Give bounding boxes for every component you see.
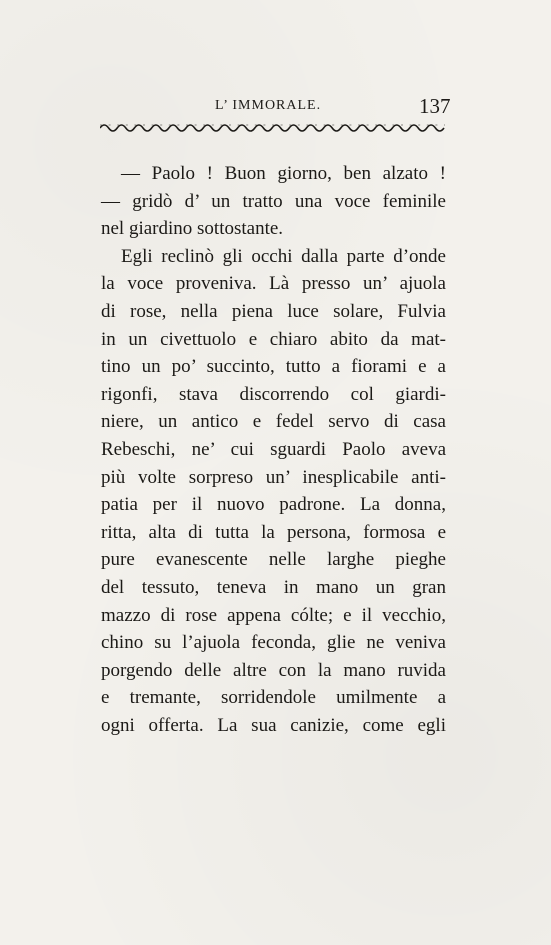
body-text — [101, 160, 446, 739]
text-line: del tessuto, teneva in mano un gran — [101, 576, 446, 598]
running-title: L’ IMMORALE. — [215, 98, 322, 113]
text-line: chino su l’ajuola feconda, glie ne veniva — [101, 632, 446, 654]
text-line: più volte sorpreso un’ inesplicabile anti- — [101, 466, 446, 488]
text-line: niere, un antico e fedel servo di casa — [101, 411, 446, 433]
running-head — [0, 94, 551, 118]
text-line: la voce proveniva. Là presso un’ ajuola — [101, 273, 446, 295]
page-number: 137 — [419, 94, 451, 118]
text-line: nel giardino sottostante. — [101, 218, 284, 240]
text-line: ritta, alta di tutta la persona, formosa e — [101, 521, 446, 543]
text-line: — Paolo ! Buon giorno, ben alzato ! — [121, 163, 446, 184]
text-line: tino un po’ succinto, tutto a fiorami e a — [101, 356, 446, 378]
text-line: pure evanescente nelle larghe pieghe — [101, 549, 446, 571]
text-line: Rebeschi, ne’ cui sguardi Paolo aveva — [101, 438, 446, 460]
text-line: porgendo delle altre con la mano ruvida — [101, 659, 446, 681]
text-line: patia per il nuovo padrone. La donna, — [101, 494, 446, 516]
text-line: di rose, nella piena luce solare, Fulvia — [101, 300, 446, 322]
text-line: rigonfi, stava discorrendo col giardi- — [101, 383, 446, 405]
text-line: ogni offerta. La sua canizie, come egli — [101, 714, 446, 736]
text-line: Egli reclinò gli occhi dalla parte d’onde — [121, 245, 446, 267]
text-line: e tremante, sorridendole umilmente a — [101, 687, 446, 709]
text-line: — gridò d’ un tratto una voce feminile — [101, 190, 446, 212]
ornamental-rule — [100, 122, 445, 132]
text-line: in un civettuolo e chiaro abito da mat- — [101, 328, 446, 350]
text-line: mazzo di rose appena cólte; e il vecchio, — [101, 604, 446, 626]
